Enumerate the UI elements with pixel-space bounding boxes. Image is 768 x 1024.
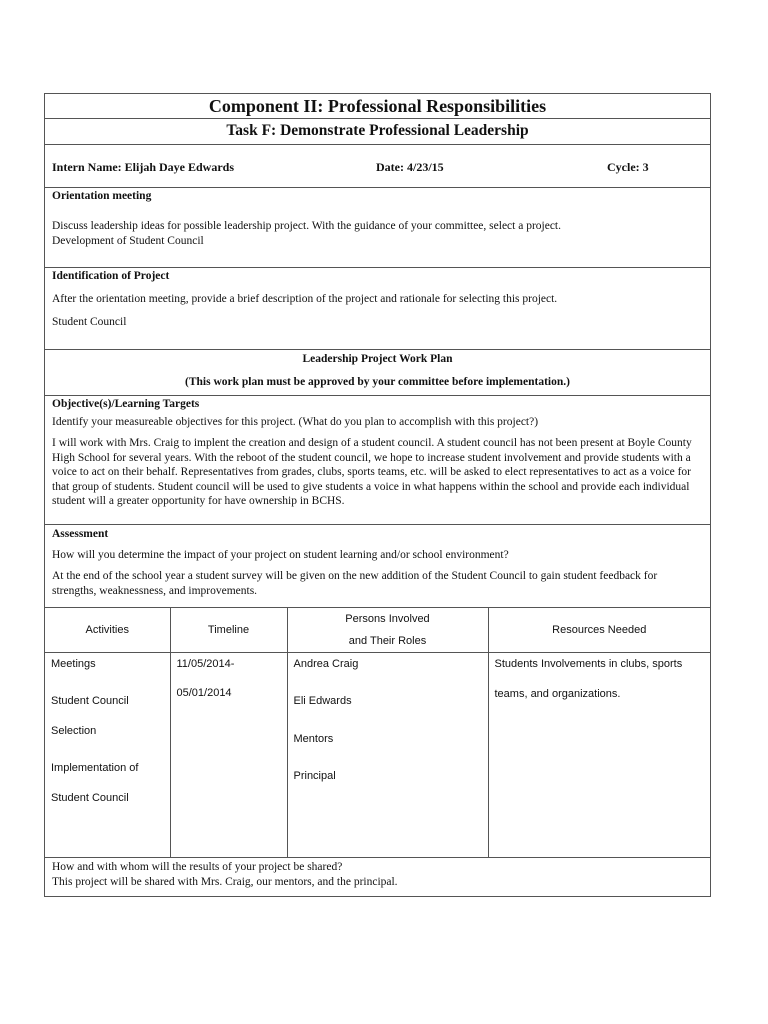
timeline-item: 05/01/2014 [176,687,232,699]
assessment-answer: At the end of the school year a student survey will be given on the new addition of the Student Council to gain student feedback for strengths, weaknessness, and improvements. [52,570,658,597]
table-header-row [45,608,710,653]
identification-answer: Student Council [52,316,127,328]
activities-table [45,608,710,857]
orientation-section [45,188,710,268]
header-timeline: Timeline [170,608,287,653]
intern-info-row [45,145,710,188]
sharing-section [45,858,710,896]
activity-item: Student Council [51,695,129,707]
persons-cell [287,653,488,857]
activities-table-row [45,608,710,858]
orientation-heading: Orientation meeting [52,190,152,202]
person-item: Mentors [293,733,334,745]
resources-cell [488,653,710,857]
workplan-title: Leadership Project Work Plan [302,353,453,365]
resource-item: teams, and organizations. [494,688,621,700]
activity-item: Implementation of [51,762,139,774]
header-persons-line2: and Their Roles [348,635,427,647]
sharing-prompt: How and with whom will the results of your project be shared? [52,860,343,873]
assessment-section [45,525,710,608]
objectives-heading: Objective(s)/Learning Targets [52,398,200,410]
task-form [44,93,711,897]
page-title: Component II: Professional Responsibilities [45,94,710,119]
activity-item: Student Council [51,792,129,804]
activity-item: Meetings [51,658,96,670]
page-subtitle: Task F: Demonstrate Professional Leadership [45,119,710,145]
assessment-prompt: How will you determine the impact of your project on student learning and/or school environment? [52,549,509,561]
objectives-answer: I will work with Mrs. Craig to implent the creation and design of a student council. A student council has not been present at Boyle County High School for several years. With the reboot of the student council, we hope to increase student involvement and provide students with a voice to act on their behalf. Representatives from grades, clubs, sports teams, etc. will be asked to elect representatives to act as a voice for that group of students. Student council will be used to give students a voice in what happens within the school and provide each individual student will a greater opportunity for have ownership in BCHS. [52,437,692,508]
identification-heading: Identification of Project [52,270,170,282]
header-persons [287,608,488,653]
objectives-prompt: Identify your measureable objectives for this project. (What do you plan to accomplish with this project?) [52,416,539,428]
table-row [45,653,710,857]
header-persons-line1: Persons Involved [345,613,430,625]
workplan-note: (This work plan must be approved by your committee before implementation.) [185,376,570,388]
header-activities: Activities [45,608,170,653]
assessment-heading: Assessment [52,528,109,540]
activity-item: Selection [51,725,97,737]
person-item: Andrea Craig [293,658,359,670]
header-resources: Resources Needed [488,608,710,653]
objectives-section [45,396,710,525]
identification-section [45,268,710,350]
intern-name: Intern Name: Elijah Daye Edwards [52,160,234,174]
workplan-section [45,350,710,396]
cycle: Cycle: 3 [607,160,649,174]
timeline-cell [170,653,287,857]
date: Date: 4/23/15 [376,160,444,174]
identification-prompt: After the orientation meeting, provide a brief description of the project and rationale for selecting this project. [52,293,558,305]
resource-item: Students Involvements in clubs, sports [494,658,683,670]
person-item: Eli Edwards [293,695,352,707]
orientation-answer: Development of Student Council [52,235,204,247]
orientation-prompt: Discuss leadership ideas for possible leadership project. With the guidance of your committee, select a project. [52,220,561,232]
sharing-answer: This project will be shared with Mrs. Craig, our mentors, and the principal. [52,875,398,888]
timeline-item: 11/05/2014- [176,658,235,670]
activities-cell [45,653,170,857]
person-item: Principal [293,770,336,782]
